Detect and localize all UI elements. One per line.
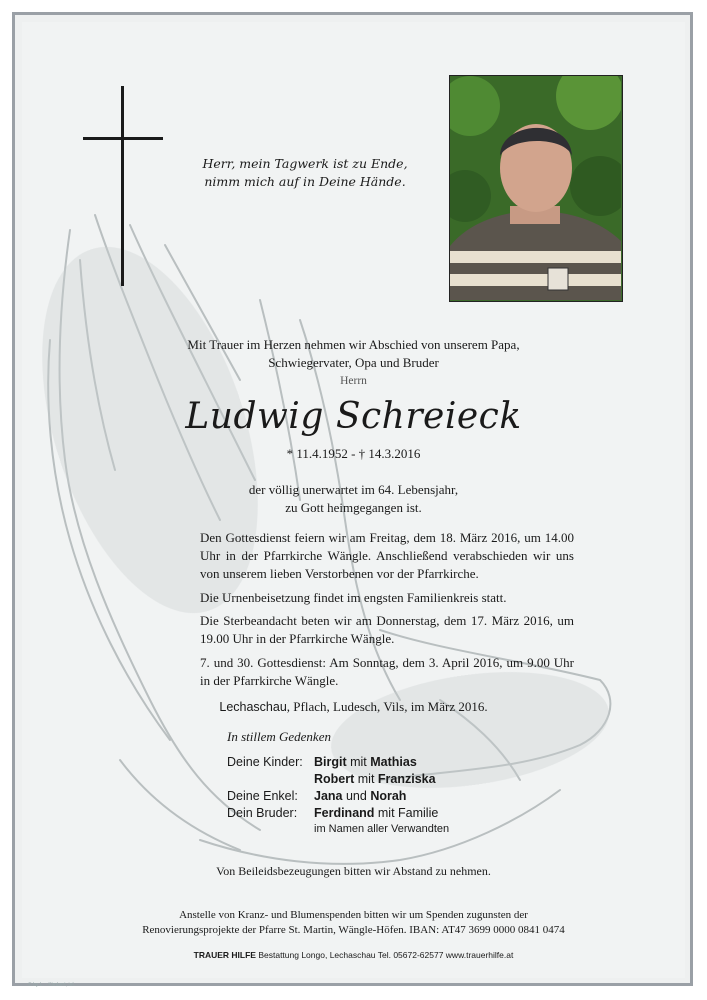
relatives-note: im Namen aller Verwandten xyxy=(314,823,450,835)
donation-line: Anstelle von Kranz- und Blumenspenden bitten wir um Spenden zugunsten der xyxy=(179,909,528,921)
family-label: Deine Kinder: xyxy=(227,755,303,769)
copyright-note: © by L. · Kimbert, tel. xyxy=(28,982,76,988)
verse-line: nimm mich auf in Deine Hände. xyxy=(204,174,406,189)
salutation: Herrn xyxy=(340,375,367,387)
place-town: Lechaschau xyxy=(219,700,287,714)
place-date xyxy=(0,699,707,715)
family-label: Deine Enkel: xyxy=(227,789,298,803)
verse xyxy=(195,155,415,191)
donation-note xyxy=(0,908,707,938)
intro-line: Mit Trauer im Herzen nehmen wir Abschied von unserem Papa, xyxy=(187,337,520,352)
death-note xyxy=(0,481,707,517)
family-members: Jana und Norah xyxy=(314,789,407,803)
intro-text xyxy=(0,336,707,372)
condolence-note: Von Beileidsbezeugungen bitten wir Abstand zu nehmen. xyxy=(216,864,491,878)
family-label: Dein Bruder: xyxy=(227,806,298,820)
footer-text: Bestattung Longo, Lechaschau Tel. 05672-62577 www.trauerhilfe.at xyxy=(255,950,514,960)
family-members: Birgit mit Mathias xyxy=(314,755,417,769)
death-note-line: der völlig unerwartet im 64. Lebensjahr, xyxy=(248,482,459,497)
death-note-line: zu Gott heimgegangen ist. xyxy=(285,500,422,515)
memorial-mass-paragraph: 7. und 30. Gottesdienst: Am Sonntag, dem 3. April 2016, um 9.00 Uhr in der Pfarrkirche Wängle. xyxy=(200,655,574,688)
life-dates: * 11.4.1952 - † 14.3.2016 xyxy=(286,446,421,461)
verse-line: Herr, mein Tagwerk ist zu Ende, xyxy=(202,156,408,171)
vigil-paragraph: Die Sterbeandacht beten wir am Donnerstag, dem 17. März 2016, um 19.00 Uhr in der Pfarrkirche Wängle. xyxy=(200,613,574,646)
service-paragraph: Den Gottesdienst feiern wir am Freitag, dem 18. März 2016, um 14.00 Uhr in der Pfarrkirche Wängle. Anschließend verabschieden wir uns von unserem lieben Verstorbenen vor der Pfarrkirche. xyxy=(200,530,574,581)
donation-line: Renovierungsprojekte der Pfarre St. Martin, Wängle-Höfen. IBAN: AT47 3699 0000 0841 0474 xyxy=(142,924,565,936)
family-members: Ferdinand mit Familie xyxy=(314,806,439,820)
deceased-name: Ludwig Schreieck xyxy=(185,396,522,437)
in-memory-heading: In stillem Gedenken xyxy=(227,729,331,744)
place-rest: , Pflach, Ludesch, Vils, im März 2016. xyxy=(286,699,488,714)
cross-icon xyxy=(83,86,163,286)
intro-line: Schwiegervater, Opa und Bruder xyxy=(268,355,439,370)
burial-paragraph: Die Urnenbeisetzung findet im engsten Familienkreis statt. xyxy=(200,590,507,605)
portrait-photo xyxy=(449,75,623,302)
footer-brand: TRAUER HILFE xyxy=(193,950,256,960)
footer xyxy=(0,950,707,960)
family-members: Robert mit Franziska xyxy=(314,772,436,786)
